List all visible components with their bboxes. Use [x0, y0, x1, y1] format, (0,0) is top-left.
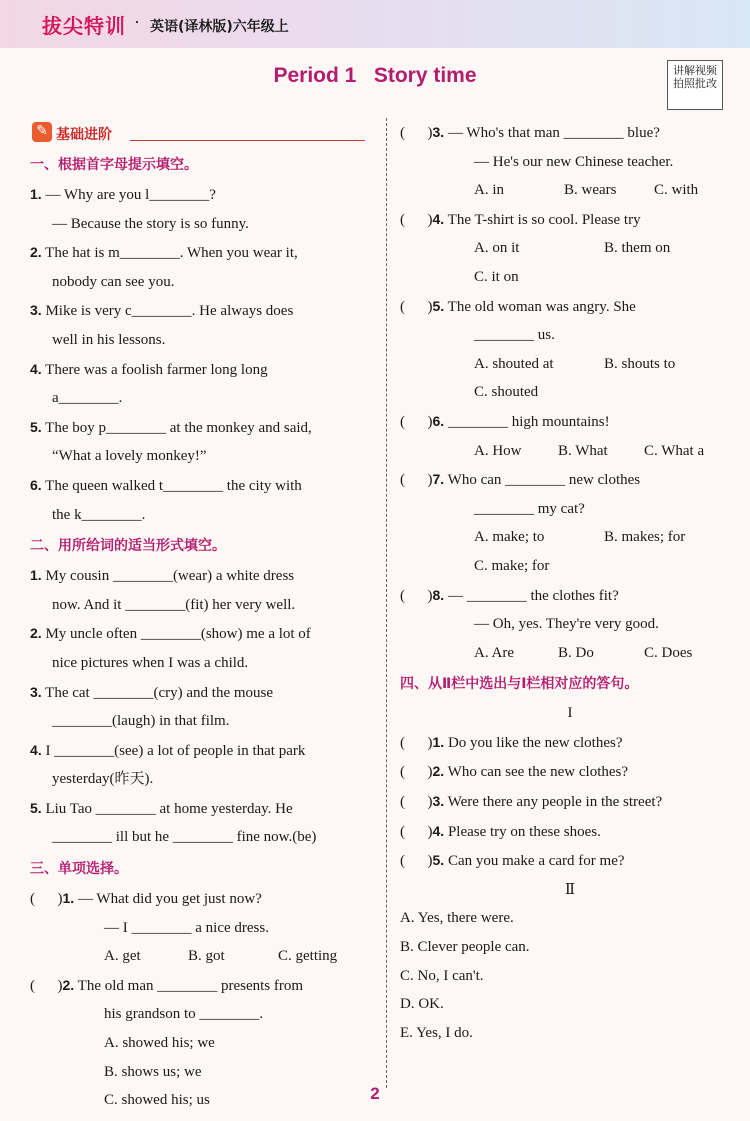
match-answer: B. Clever people can. — [400, 939, 530, 956]
header-dot: · — [134, 12, 140, 32]
question-line: a________. — [52, 390, 123, 407]
mc-question-line: — I ________ a nice dress. — [104, 919, 269, 936]
match-answer: A. Yes, there were. — [400, 910, 514, 927]
mc-question-line: ( )3. — Who's that man ________ blue? — [400, 124, 660, 141]
match-question: ( )3. Were there any people in the street? — [400, 793, 663, 811]
question-line: 1. My cousin ________(wear) a white dress — [30, 567, 295, 585]
question-line: 1. — Why are you l________? — [30, 186, 216, 203]
section-3-left-list — [30, 884, 375, 1115]
question-line: “What a lovely monkey!” — [52, 448, 207, 465]
mc-question-line: ( )5. The old woman was angry. She — [400, 297, 636, 315]
mc-question-line: ( )2. The old man ________ presents from — [30, 976, 304, 994]
mc-options: A. Are B. Do C. Does — [474, 644, 693, 661]
right-column — [400, 118, 740, 1047]
mc-options: A. in B. wears C. with — [474, 182, 699, 199]
book-subtitle: 英语(译林版)六年级上 — [150, 19, 289, 35]
question-line: 5. Liu Tao ________ at home yesterday. He — [30, 799, 293, 817]
mc-question-line: ( )4. The T-shirt is so cool. Please try — [400, 210, 641, 228]
brand-logo: 拔尖特训 — [42, 16, 126, 38]
mc-question-line: his grandson to ________. — [104, 1006, 264, 1023]
section-banner — [30, 118, 375, 148]
mc-option-c: C. it on — [474, 268, 519, 285]
mc-option-b: B. shows us; we — [104, 1063, 202, 1080]
left-column — [30, 118, 375, 1115]
mc-question-line: ________ my cat? — [474, 500, 585, 517]
banner-label: 基础进阶 — [56, 127, 112, 143]
mc-question-line: ( )7. Who can ________ new clothes — [400, 471, 641, 489]
pencil-icon: ✎ — [32, 122, 52, 142]
question-line: ________ ill but he ________ fine now.(be) — [52, 829, 317, 846]
question-line: nice pictures when I was a child. — [52, 654, 249, 671]
match-question: ( )5. Can you make a card for me? — [400, 852, 625, 870]
question-line: 2. My uncle often ________(show) me a lot of — [30, 625, 311, 643]
mc-option-c: C. make; for — [474, 557, 550, 574]
section-4-answers — [400, 904, 740, 1047]
mc-question-line: — Oh, yes. They're very good. — [474, 616, 659, 633]
section-1-list — [30, 180, 375, 529]
column-2-heading: Ⅱ — [564, 881, 576, 898]
question-line: ________(laugh) in that film. — [52, 713, 230, 730]
question-line: 3. The cat ________(cry) and the mouse — [30, 683, 274, 701]
column-divider — [386, 118, 387, 1088]
section-1-title: 一、根据首字母提示填空。 — [30, 157, 198, 173]
mc-option-a: A. showed his; we — [104, 1035, 215, 1052]
mc-options: A. make; to B. makes; for — [474, 529, 686, 546]
mc-question-line: ________ us. — [474, 327, 555, 344]
mc-question-line: — He's our new Chinese teacher. — [474, 153, 674, 170]
section-4-questions — [400, 728, 740, 876]
match-answer: C. No, I can't. — [400, 967, 484, 984]
banner-rule — [130, 140, 365, 141]
question-line: — Because the story is so funny. — [52, 215, 249, 232]
page-number: 2 — [370, 1084, 380, 1103]
mc-option-c: C. shouted — [474, 384, 539, 401]
section-2-title: 二、用所给词的适当形式填空。 — [30, 538, 226, 555]
section-3-right-list — [400, 118, 740, 667]
mc-question-line: ( )8. — ________ the clothes fit? — [400, 586, 619, 604]
question-line: 4. I ________(see) a lot of people in that park — [30, 741, 306, 759]
column-1-heading: I — [567, 705, 573, 722]
question-line: 2. The hat is m________. When you wear it, — [30, 244, 298, 262]
question-line: now. And it ________(fit) her very well. — [52, 596, 296, 613]
question-line: 3. Mike is very c________. He always does — [30, 302, 294, 320]
mc-options: A. on it B. them on — [474, 240, 671, 257]
qr-label-1: 讲解视频 — [673, 64, 717, 77]
question-line: 4. There was a foolish farmer long long — [30, 360, 268, 378]
qr-video-box[interactable] — [667, 60, 723, 110]
section-3-title: 三、单项选择。 — [30, 861, 128, 878]
mc-option-c: C. showed his; us — [104, 1092, 210, 1109]
mc-question-line: ( )1. — What did you get just now? — [30, 890, 262, 908]
match-question: ( )1. Do you like the new clothes? — [400, 733, 623, 751]
question-line: the k________. — [52, 506, 146, 523]
question-line: nobody can see you. — [52, 273, 175, 290]
section-2-list — [30, 561, 375, 852]
question-line: 5. The boy p________ at the monkey and said, — [30, 418, 312, 436]
question-line: yesterday(昨天). — [52, 771, 154, 788]
question-line: 6. The queen walked t________ the city with — [30, 476, 302, 494]
mc-options: A. How B. What C. What a — [474, 442, 705, 459]
match-answer: E. Yes, I do. — [400, 1024, 473, 1041]
mc-options: A. get B. got C. getting — [104, 948, 338, 965]
match-answer: D. OK. — [400, 996, 444, 1013]
qr-label-2: 拍照批改 — [673, 77, 717, 90]
page-title: Period 1 Story time — [273, 64, 477, 87]
mc-question-line: ( )6. ________ high mountains! — [400, 412, 610, 430]
section-4-title: 四、从Ⅱ栏中选出与Ⅰ栏相对应的答句。 — [400, 676, 639, 693]
mc-options: A. shouted at B. shouts to — [474, 355, 676, 372]
question-line: well in his lessons. — [52, 331, 166, 348]
match-question: ( )4. Please try on these shoes. — [400, 822, 601, 840]
match-question: ( )2. Who can see the new clothes? — [400, 763, 629, 781]
